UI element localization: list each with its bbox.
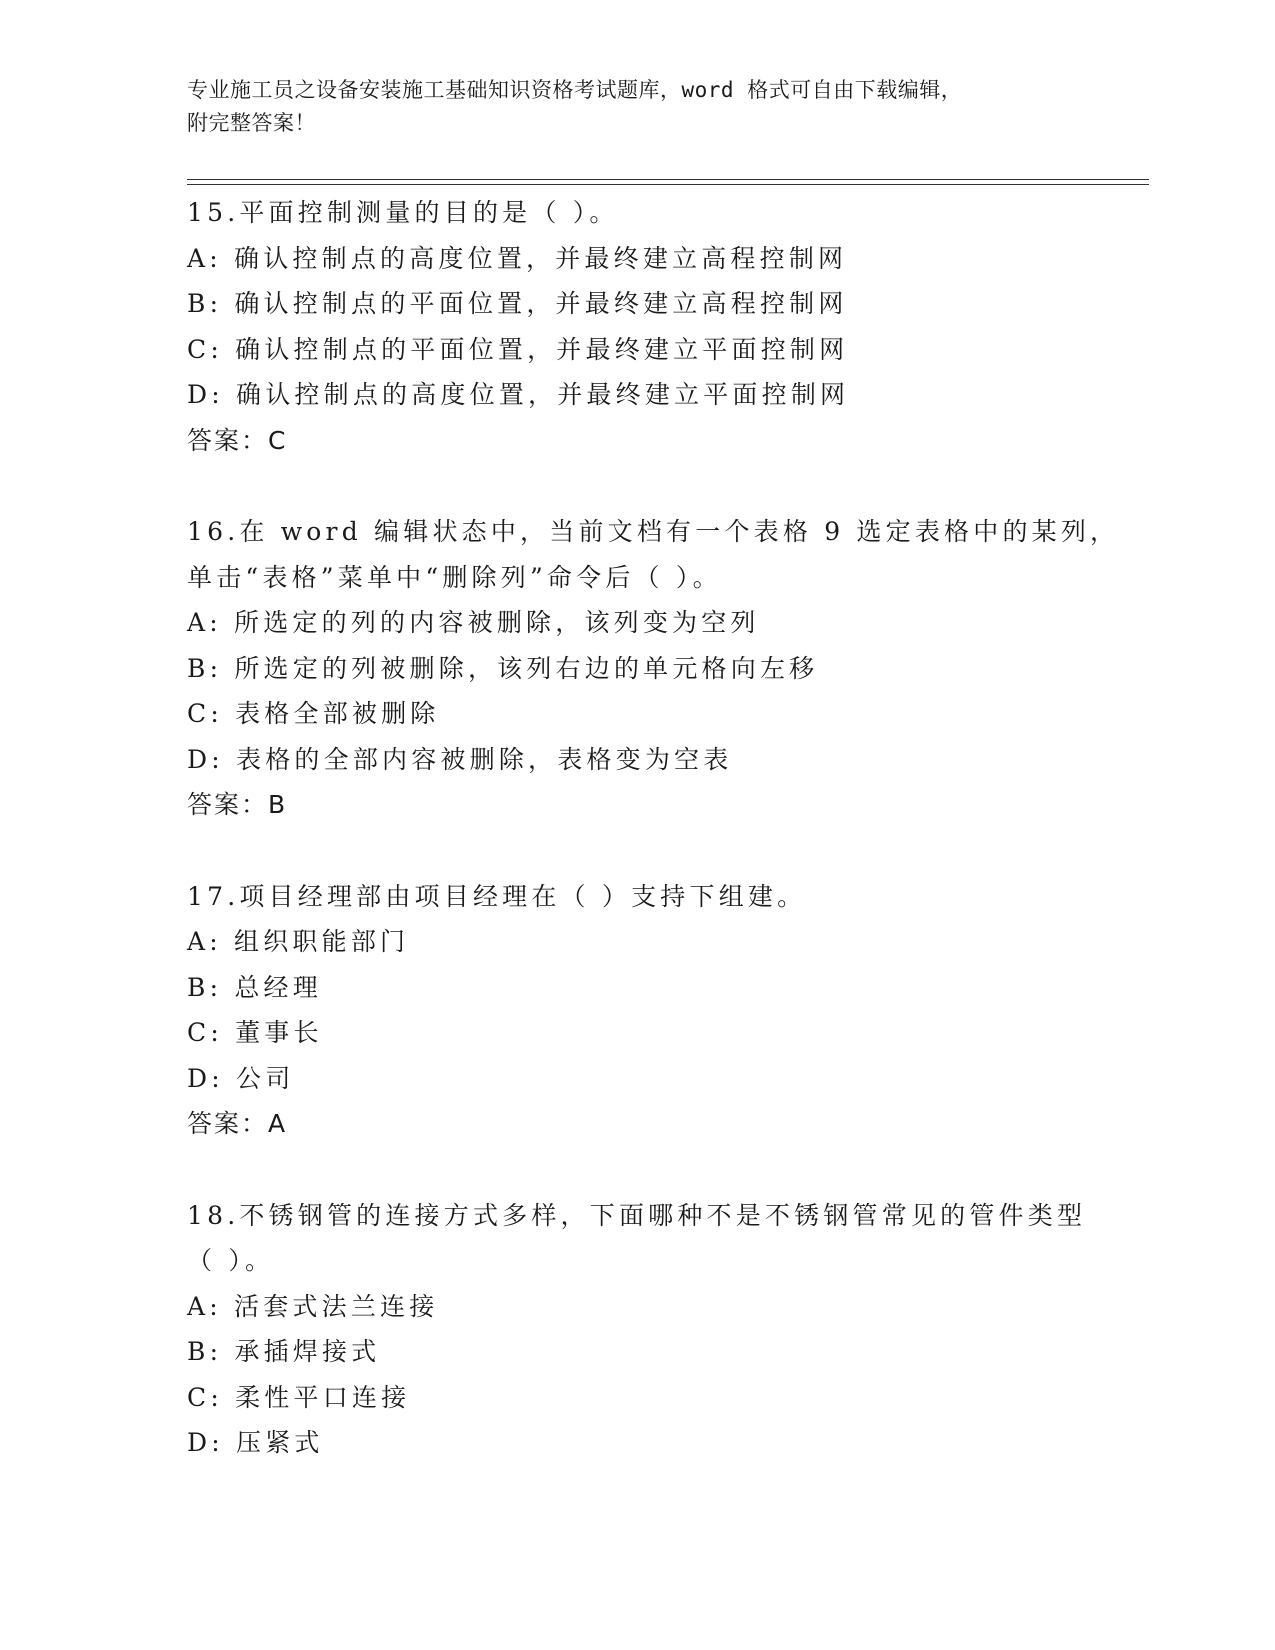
- option-d: D: 公司: [187, 1063, 295, 1093]
- option-b: B: 确认控制点的平面位置，并最终建立高程控制网: [187, 289, 848, 318]
- question-item: [187, 874, 1147, 1147]
- option-b: B: 承插焊接式: [187, 1337, 381, 1366]
- question-text: 18.不锈钢管的连接方式多样，下面哪种不是不锈钢管常见的管件类型: [187, 1200, 1087, 1230]
- question-item: [187, 190, 1147, 463]
- question-text: 16.在 word 编辑状态中，当前文档有一个表格 9 选定表格中的某列，: [187, 517, 1120, 546]
- question-text: 15.平面控制测量的目的是（ ）。: [187, 198, 619, 227]
- answer-text: 答案：B: [187, 790, 288, 819]
- document-intro: [187, 74, 1087, 140]
- option-b: B: 所选定的列被删除，该列右边的单元格向左移: [187, 653, 819, 683]
- question-text: 17.项目经理部由项目经理在（ ）支持下组建。: [187, 881, 807, 911]
- option-c: C: 确认控制点的平面位置，并最终建立平面控制网: [187, 334, 849, 364]
- option-d: D: 压紧式: [187, 1428, 324, 1457]
- question-item: [187, 509, 1147, 828]
- option-b: B: 总经理: [187, 972, 322, 1002]
- header-divider: [187, 179, 1149, 180]
- question-text: 单击“表格”菜单中“删除列”命令后（ ）。: [187, 562, 722, 592]
- option-d: D: 确认控制点的高度位置，并最终建立平面控制网: [187, 380, 850, 409]
- answer-text: 答案：A: [187, 1109, 288, 1138]
- option-a: A: 所选定的列的内容被删除，该列变为空列: [187, 608, 760, 637]
- option-c: C: 董事长: [187, 1018, 323, 1047]
- option-a: A: 组织职能部门: [187, 927, 410, 956]
- intro-line: 专业施工员之设备安装施工基础知识资格考试题库，word 格式可自由下载编辑，: [187, 78, 963, 102]
- header-divider: [187, 184, 1149, 185]
- question-list: [187, 190, 1147, 1512]
- option-d: D: 表格的全部内容被删除，表格变为空表: [187, 744, 733, 774]
- intro-line: 附完整答案！: [187, 111, 316, 135]
- option-c: C: 柔性平口连接: [187, 1382, 411, 1412]
- question-item: [187, 1193, 1147, 1466]
- answer-text: 答案：C: [187, 425, 288, 455]
- option-a: A: 确认控制点的高度位置，并最终建立高程控制网: [187, 243, 848, 273]
- question-text: （ ）。: [187, 1246, 275, 1275]
- option-c: C: 表格全部被删除: [187, 699, 440, 728]
- option-a: A: 活套式法兰连接: [187, 1291, 439, 1321]
